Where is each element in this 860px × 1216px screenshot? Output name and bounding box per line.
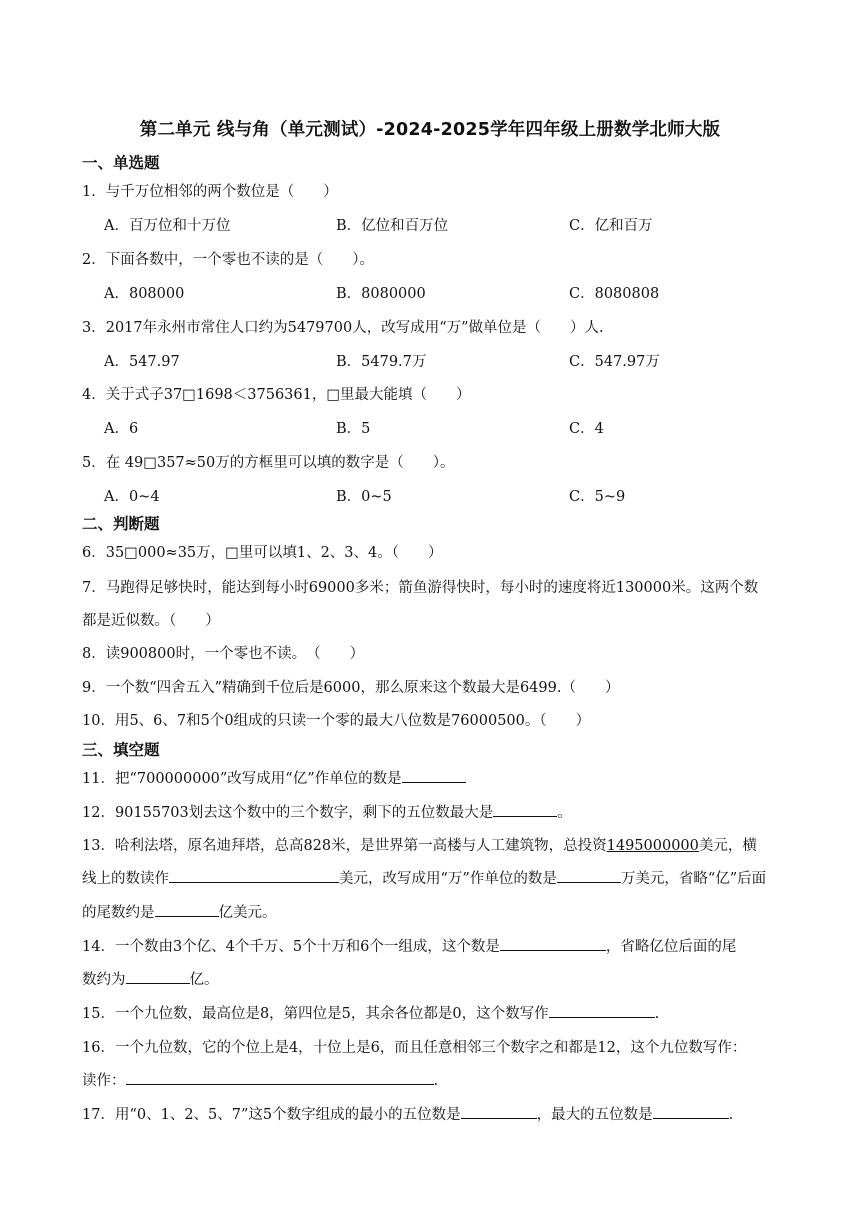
question-5-options: [104, 485, 824, 507]
question-13-line-2: [82, 867, 766, 888]
question-14-line-2: [82, 968, 219, 989]
answer-blank[interactable]: [169, 867, 339, 883]
question-7-line-1: 7．马跑得足够快时，能达到每小时69000多米；箭鱼游得快时，每小时的速度将近130000米。这两个数: [82, 580, 759, 596]
question-3-options: [104, 350, 824, 372]
answer-blank[interactable]: [126, 1069, 434, 1085]
page-title: 第二单元 线与角（单元测试）-2024-2025学年四年级上册数学北师大版: [139, 120, 721, 140]
answer-blank[interactable]: [126, 968, 190, 984]
question-2: 2．下面各数中，一个零也不读的是（ ）。: [82, 252, 374, 268]
question-13-text-end: 美元，横: [698, 838, 757, 854]
question-8: 8．读900800时，一个零也不读。 （ ）: [82, 646, 365, 662]
question-16-end: .: [433, 1073, 439, 1089]
question-16-line-2: [82, 1069, 438, 1090]
question-14-text: 14．一个数由3个亿、4个千万、5个十万和6个一组成，这个数是: [82, 939, 500, 955]
question-11-text: 11．把“700000000”改写成用“亿”作单位的数是: [82, 771, 402, 787]
answer-blank[interactable]: [493, 801, 557, 817]
question-13-line-3: [82, 901, 277, 922]
question-13-line-1: [82, 834, 757, 855]
underlined-number: 1495000000: [606, 838, 699, 854]
question-12-end: 。: [557, 805, 572, 821]
answer-blank[interactable]: [155, 901, 219, 917]
option-a: A．808000: [104, 286, 185, 302]
section-heading-fill-in: 三、填空题: [82, 741, 160, 759]
question-6: 6．35□000≈35万，□里可以填1、2、3、4。（ ）: [82, 545, 443, 561]
option-c: C．亿和百万: [569, 218, 653, 234]
question-4-options: [104, 417, 824, 439]
option-b: B．5: [336, 421, 371, 437]
option-a: A．百万位和十万位: [104, 218, 231, 234]
question-15-end: .: [654, 1006, 660, 1022]
question-17-text: ，最大的五位数是: [536, 1107, 653, 1123]
question-14-text: 亿。: [189, 972, 219, 988]
question-15-text: 15．一个九位数，最高位是8，第四位是5，其余各位都是0，这个数写作: [82, 1006, 549, 1022]
question-11: [82, 767, 466, 788]
question-5: 5．在 49□357≈50万的方框里可以填的数字是（ ）。: [82, 455, 455, 471]
option-c: C．4: [569, 421, 604, 437]
question-17: [82, 1103, 733, 1124]
question-13-text: 美元，改写成用“万”作单位的数是: [339, 871, 557, 887]
answer-blank[interactable]: [402, 767, 466, 783]
question-14-line-1: [82, 935, 736, 956]
answer-blank[interactable]: [653, 1103, 729, 1119]
question-14-text: 数约为: [82, 972, 126, 988]
question-14-text: ，省略亿位后面的尾: [605, 939, 737, 955]
question-13-text: 13．哈利法塔，原名迪拜塔，总高828米，是世界第一高楼与人工建筑物，总投资: [82, 838, 607, 854]
option-b: B．亿位和百万位: [336, 218, 449, 234]
question-13-text: 万美元，省略“亿”后面: [620, 871, 767, 887]
answer-blank[interactable]: [549, 1002, 655, 1018]
option-b: B．0~5: [336, 489, 392, 505]
question-13-text: 亿美元。: [218, 905, 277, 921]
option-c: C．5~9: [569, 489, 626, 505]
option-c: C．8080808: [569, 286, 660, 302]
option-a: A．6: [104, 421, 139, 437]
question-1-options: [104, 214, 824, 236]
section-heading-single-choice: 一、单选题: [82, 154, 160, 172]
option-c: C．547.97万: [569, 354, 660, 370]
answer-blank[interactable]: [461, 1103, 537, 1119]
question-13-text: 线上的数读作: [82, 871, 169, 887]
question-17-text: 17．用“0、1、2、5、7”这5个数字组成的最小的五位数是: [82, 1107, 461, 1123]
option-b: B．5479.7万: [336, 354, 427, 370]
section-heading-true-false: 二、判断题: [82, 515, 160, 533]
question-7-line-2: 都是近似数。（ ）: [82, 613, 220, 629]
question-15: [82, 1002, 659, 1023]
question-12-text: 12．90155703划去这个数中的三个数字，剩下的五位数最大是: [82, 805, 494, 821]
option-a: A．0~4: [104, 489, 160, 505]
question-12: [82, 801, 572, 822]
answer-blank[interactable]: [557, 867, 621, 883]
question-16-line-1: 16．一个九位数，它的个位上是4，十位上是6，而且任意相邻三个数字之和都是12，这个九位数写作：: [82, 1040, 747, 1056]
option-b: B．8080000: [336, 286, 426, 302]
question-16-text: 读作：: [82, 1073, 126, 1089]
question-1: 1．与千万位相邻的两个数位是（ ）: [82, 184, 338, 200]
question-9: 9．一个数“四舍五入”精确到千位后是6000，那么原来这个数最大是6499.（ ）: [82, 680, 620, 696]
question-2-options: [104, 282, 824, 304]
question-3: 3．2017年永州市常住人口约为5479700人，改写成用“万”做单位是（ ）人.: [82, 320, 604, 336]
question-10: 10．用5、6、7和5个0组成的只读一个零的最大八位数是76000500。（ ）: [82, 713, 591, 729]
question-17-end: .: [728, 1107, 734, 1123]
option-a: A．547.97: [104, 354, 180, 370]
answer-blank[interactable]: [500, 935, 606, 951]
question-4: 4．关于式子37□1698＜3756361，□里最大能填（ ）: [82, 387, 471, 403]
question-13-text: 的尾数约是: [82, 905, 155, 921]
